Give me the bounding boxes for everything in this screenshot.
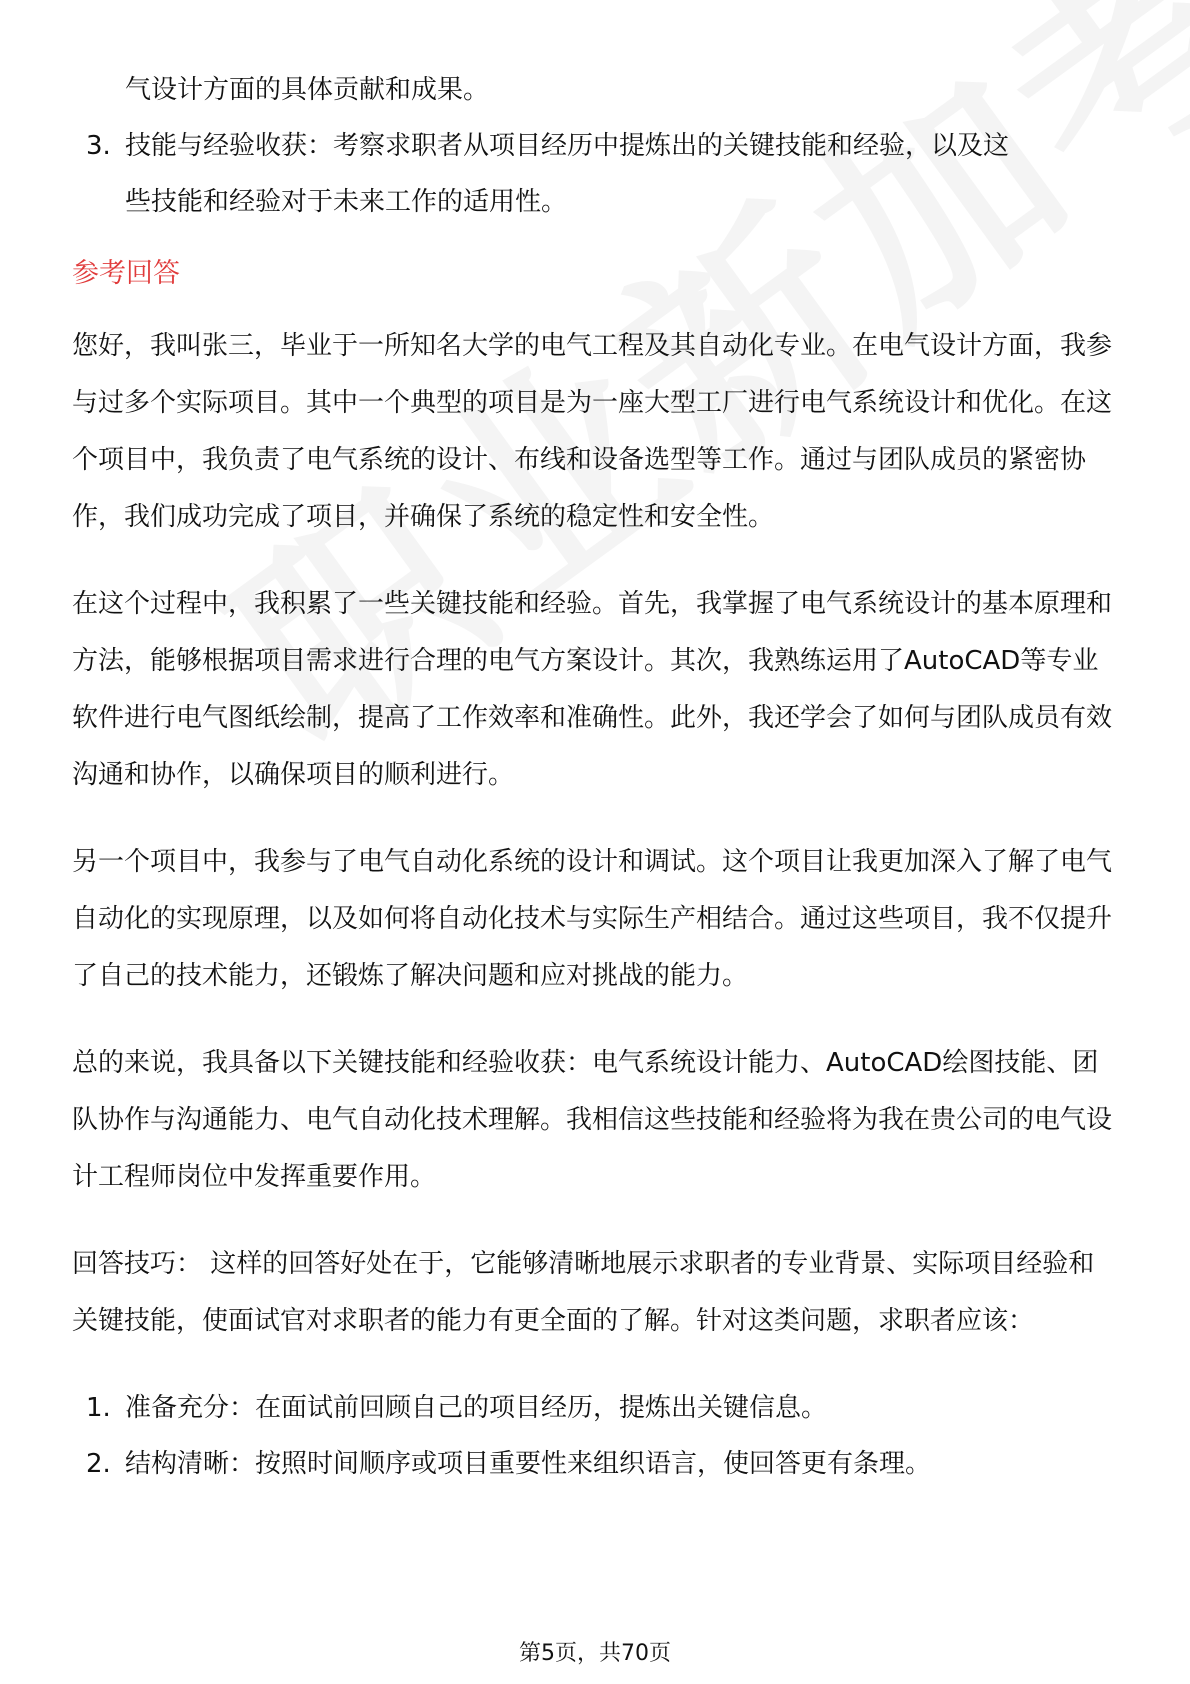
criteria-item-3-line1: 技能与经验收获：考察求职者从项目经历中提炼出的关键技能和经验，以及这 <box>125 131 1010 161</box>
criteria-item-3 <box>72 118 1120 174</box>
answer-paragraph-3: 另一个项目中，我参与了电气自动化系统的设计和调试。这个项目让我更加深入了解了电气自动化的实现原理，以及如何将自动化技术与实际生产相结合。通过这些项目，我不仅提升了自己的技术能力，还锻炼了解决问题和应对挑战的能力。 <box>72 847 1113 991</box>
tips-item-2-text: 结构清晰：按照时间顺序或项目重要性来组织语言，使回答更有条理。 <box>125 1449 932 1479</box>
tips-item-1-text: 准备充分：在面试前回顾自己的项目经历，提炼出关键信息。 <box>125 1393 828 1423</box>
answer-tips-paragraph: 回答技巧： 这样的回答好处在于，它能够清晰地展示求职者的专业背景、实际项目经验和关键技能，使面试官对求职者的能力有更全面的了解。针对这类问题，求职者应该： <box>72 1249 1095 1336</box>
tips-list-item <box>72 1436 1120 1492</box>
answer-paragraph-1: 您好，我叫张三，毕业于一所知名大学的电气工程及其自动化专业。在电气设计方面，我参与过多个实际项目。其中一个典型的项目是为一座大型工厂进行电气系统设计和优化。在这个项目中，我负责了电气系统的设计、布线和设备选型等工作。通过与团队成员的紧密协作，我们成功完成了项目，并确保了系统的稳定性和安全性。 <box>72 331 1113 532</box>
criteria-item-3-number: 3. <box>86 131 111 161</box>
criteria-item-2-continuation: 气设计方面的具体贡献和成果。 <box>125 75 490 105</box>
tips-list-item <box>72 1380 1120 1436</box>
document-page <box>72 62 1120 1492</box>
answer-paragraph-4: 总的来说，我具备以下关键技能和经验收获：电气系统设计能力、AutoCAD绘图技能、团队协作与沟通能力、电气自动化技术理解。我相信这些技能和经验将为我在贵公司的电气设计工程师岗位中发挥重要作用。 <box>72 1048 1113 1192</box>
tips-item-1-number: 1. <box>86 1393 111 1423</box>
tips-item-2-number: 2. <box>86 1449 111 1479</box>
tips-list <box>72 1380 1120 1492</box>
answer-paragraph-2: 在这个过程中，我积累了一些关键技能和经验。首先，我掌握了电气系统设计的基本原理和方法，能够根据项目需求进行合理的电气方案设计。其次，我熟练运用了AutoCAD等专业软件进行电气图纸绘制，提高了工作效率和准确性。此外，我还学会了如何与团队成员有效沟通和协作，以确保项目的顺利进行。 <box>72 589 1113 790</box>
criteria-item-3-line2: 些技能和经验对于未来工作的适用性。 <box>125 187 568 217</box>
section-heading-reference-answer: 参考回答 <box>72 258 180 289</box>
page-footer-number: 第5页，共70页 <box>519 1641 671 1666</box>
